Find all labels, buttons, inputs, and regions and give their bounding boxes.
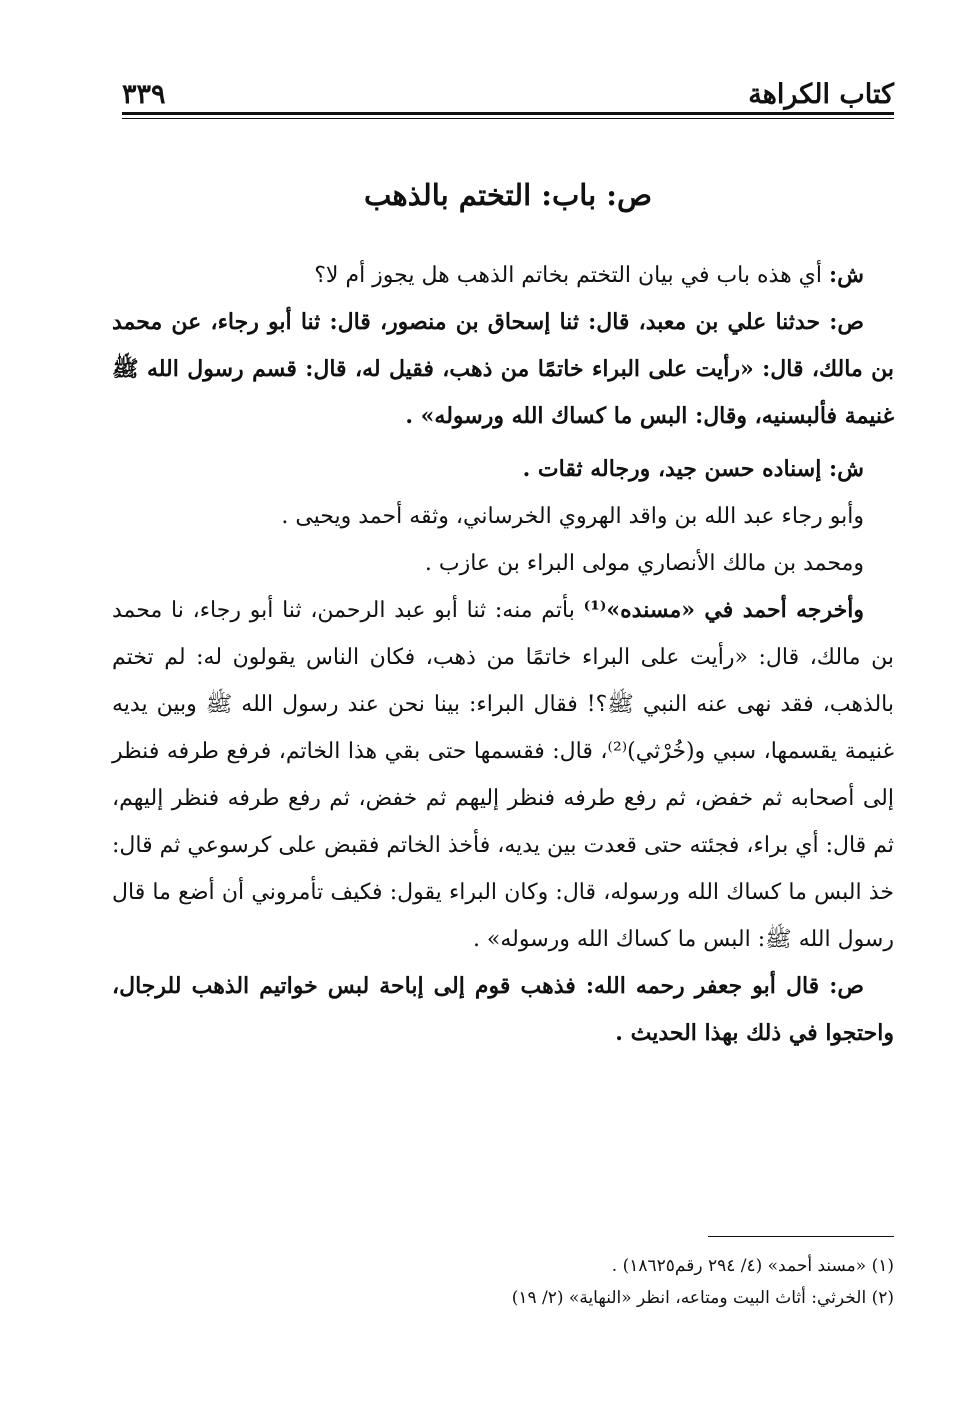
main-text: [112, 252, 894, 1057]
paragraph-text: إسناده حسن جيد، ورجاله ثقات .: [522, 456, 822, 482]
paragraph-label: ش:: [829, 456, 864, 482]
header-rule-thin: [122, 118, 894, 119]
paragraph-label: وأخرجه أحمد في «مسنده»⁽¹⁾: [583, 597, 864, 623]
paragraph-text: ومحمد بن مالك الأنصاري مولى البراء بن عازب .: [424, 551, 864, 576]
paragraph-label: ش:: [829, 262, 864, 288]
paragraph-text: أي هذه باب في بيان التختم بخاتم الذهب هل يجوز أم لا؟: [314, 263, 823, 288]
paragraph-narrator-muhammad: [112, 540, 894, 587]
footnotes: [300, 1250, 894, 1314]
footnote-1: (١) «مسند أحمد» (٤/ ٢٩٤ رقم١٨٦٢٥) .: [611, 1256, 894, 1276]
paragraph-narrator-abu-raja: [112, 493, 894, 540]
paragraph-ahmad-report: [112, 587, 894, 963]
paragraph-label: ص:: [829, 309, 864, 335]
paragraph-label: ص:: [829, 973, 865, 999]
page-header: [122, 62, 894, 108]
page-number: ٣٣٩: [122, 79, 166, 110]
chapter-title: ص: باب: التختم بالذهب: [363, 178, 653, 212]
footnote-2: (٢) الخرثي: أثاث البيت ومتاعه، انظر «النهاية» (٢/ ١٩): [511, 1288, 894, 1308]
paragraph-isnad-grade: [112, 446, 894, 493]
paragraph-explanation-question: [112, 252, 894, 299]
footnote-rule: [708, 1236, 894, 1237]
header-rule-thick: [122, 112, 894, 115]
paragraph-text: قال أبو جعفر رحمه الله: فذهب قوم إلى إباحة لبس خواتيم الذهب للرجال، واحتجوا في ذلك بهذا الحديث .: [112, 973, 894, 1046]
paragraph-text: بأتم منه: ثنا أبو عبد الرحمن، ثنا أبو رجاء، نا محمد بن مالك، قال: «رأيت على البراء خاتمًا من ذهب، فكان الناس يقولون له: لم تختم بالذهب، فقد نهى عنه النبي ﷺ؟! فقال البراء: بينا نحن عند رسول الله ﷺ وبين يديه غنيمة يقسمها، سبي و(خُرْثي)⁽²⁾، قال: فقسمها حتى بقي هذا الخاتم، فرفع طرفه فنظر إلى أصحابه ثم خفض، ثم رفع طرفه فنظر إليهم ثم خفض، ثم رفع طرفه فنظر إليهم، ثم قال: أي براء، فجئته حتى قعدت بين يديه، فأخذ الخاتم فقبض على كرسوعي ثم قال: خذ البس ما كساك الله ورسوله، قال: وكان البراء يقول: فكيف تأمروني أن أضع ما قال رسول الله ﷺ: البس ما كساك الله ورسوله» .: [112, 598, 894, 952]
running-title: كتاب الكراهة: [748, 79, 894, 110]
paragraph-text: وأبو رجاء عبد الله بن واقد الهروي الخرساني، وثقه أحمد ويحيى .: [281, 504, 864, 529]
paragraph-abu-jafar: [112, 963, 894, 1057]
paragraph-hadith: [112, 299, 894, 440]
paragraph-text: حدثنا علي بن معبد، قال: ثنا إسحاق بن منصور، قال: ثنا أبو رجاء، عن محمد بن مالك، قال: «رأيت على البراء خاتمًا من ذهب، فقيل له، قال: قسم رسول الله ﷺ غنيمة فألبسنيه، وقال: البس ما كساك الله ورسوله» .: [112, 309, 894, 429]
